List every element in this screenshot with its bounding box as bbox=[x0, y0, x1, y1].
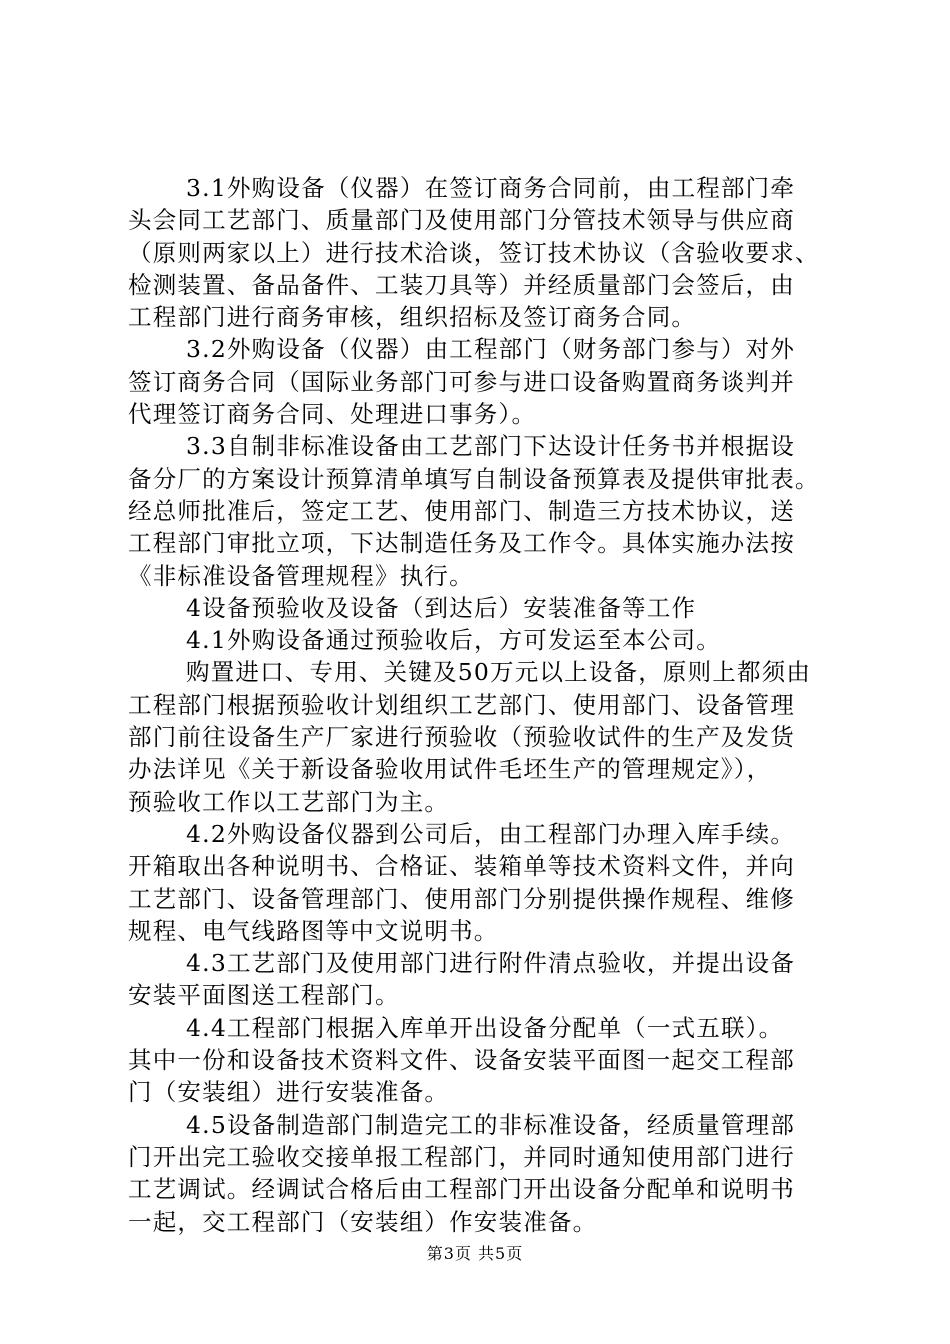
paragraph-line: 4.2外购设备仪器到公司后，由工程部门办理入库手续。 bbox=[186, 819, 796, 848]
paragraph-line: 工程部门进行商务审核，组织招标及签订商务合同。 bbox=[128, 303, 697, 332]
paragraph-line: 其中一份和设备技术资料文件、设备安装平面图一起交工程部 bbox=[128, 1046, 795, 1075]
paragraph-line: 3.2外购设备（仪器）由工程部门（财务部门参与）对外 bbox=[186, 335, 796, 364]
paragraph-line: 购置进口、专用、关键及50万元以上设备，原则上都须由 bbox=[186, 658, 812, 687]
paragraph-line: 规程、电气线路图等中文说明书。 bbox=[128, 916, 499, 945]
paragraph-line: 一起，交工程部门（安装组）作安装准备。 bbox=[128, 1207, 598, 1236]
paragraph-line: 4.4工程部门根据入库单开出设备分配单（一式五联）。 bbox=[186, 1013, 784, 1042]
paragraph-line: 《非标准设备管理规程》执行。 bbox=[128, 561, 474, 590]
paragraph-line: 工艺调试。经调试合格后由工程部门开出设备分配单和说明书 bbox=[128, 1175, 795, 1204]
paragraph-line: 4.1外购设备通过预验收后，方可发运至本公司。 bbox=[186, 626, 721, 655]
paragraph-line: 经总师批准后，签定工艺、使用部门、制造三方技术协议，送 bbox=[128, 496, 795, 525]
paragraph-line: 门（安装组）进行安装准备。 bbox=[128, 1078, 450, 1107]
paragraph-line: 检测装置、备品备件、工装刀具等）并经质量部门会签后，由 bbox=[128, 270, 795, 299]
paragraph-line: 开箱取出各种说明书、合格证、装箱单等技术资料文件，并向 bbox=[128, 852, 795, 881]
paragraph-line: （原则两家以上）进行技术洽谈，签订技术协议（含验收要求、 bbox=[128, 238, 820, 267]
paragraph-line: 部门前往设备生产厂家进行预验收（预验收试件的生产及发货 bbox=[128, 723, 795, 752]
paragraph-line: 预验收工作以工艺部门为主。 bbox=[128, 787, 450, 816]
paragraph-line: 3.3自制非标准设备由工艺部门下达设计任务书并根据设 bbox=[186, 432, 796, 461]
paragraph-line: 4.5设备制造部门制造完工的非标准设备，经质量管理部 bbox=[186, 1110, 796, 1139]
paragraph-line: 代理签订商务合同、处理进口事务）。 bbox=[128, 400, 537, 429]
paragraph-line: 头会同工艺部门、质量部门及使用部门分管技术领导与供应商 bbox=[128, 206, 795, 235]
paragraph-line: 办法详见《关于新设备验收用试件毛坯生产的管理规定》）， bbox=[128, 755, 772, 784]
paragraph-line: 安装平面图送工程部门。 bbox=[128, 981, 400, 1010]
paragraph-line: 签订商务合同（国际业务部门可参与进口设备购置商务谈判并 bbox=[128, 367, 795, 396]
paragraph-line: 工艺部门、设备管理部门、使用部门分别提供操作规程、维修 bbox=[128, 884, 795, 913]
paragraph-line: 工程部门审批立项，下达制造任务及工作令。具体实施办法按 bbox=[128, 529, 795, 558]
paragraph-line: 4.3工艺部门及使用部门进行附件清点验收，并提出设备 bbox=[186, 949, 796, 978]
document-body bbox=[128, 172, 832, 1238]
paragraph-line: 3.1外购设备（仪器）在签订商务合同前，由工程部门牵 bbox=[186, 174, 796, 202]
section-heading: 4设备预验收及设备（到达后）安装准备等工作 bbox=[186, 593, 697, 622]
paragraph-line: 备分厂的方案设计预算清单填写自制设备预算表及提供审批表。 bbox=[128, 464, 820, 493]
paragraph-line: 工程部门根据预验收计划组织工艺部门、使用部门、设备管理 bbox=[128, 690, 795, 719]
paragraph-line: 门开出完工验收交接单报工程部门，并同时通知使用部门进行 bbox=[128, 1142, 795, 1171]
page-number-footer: 第3页 共5页 bbox=[426, 1244, 524, 1263]
